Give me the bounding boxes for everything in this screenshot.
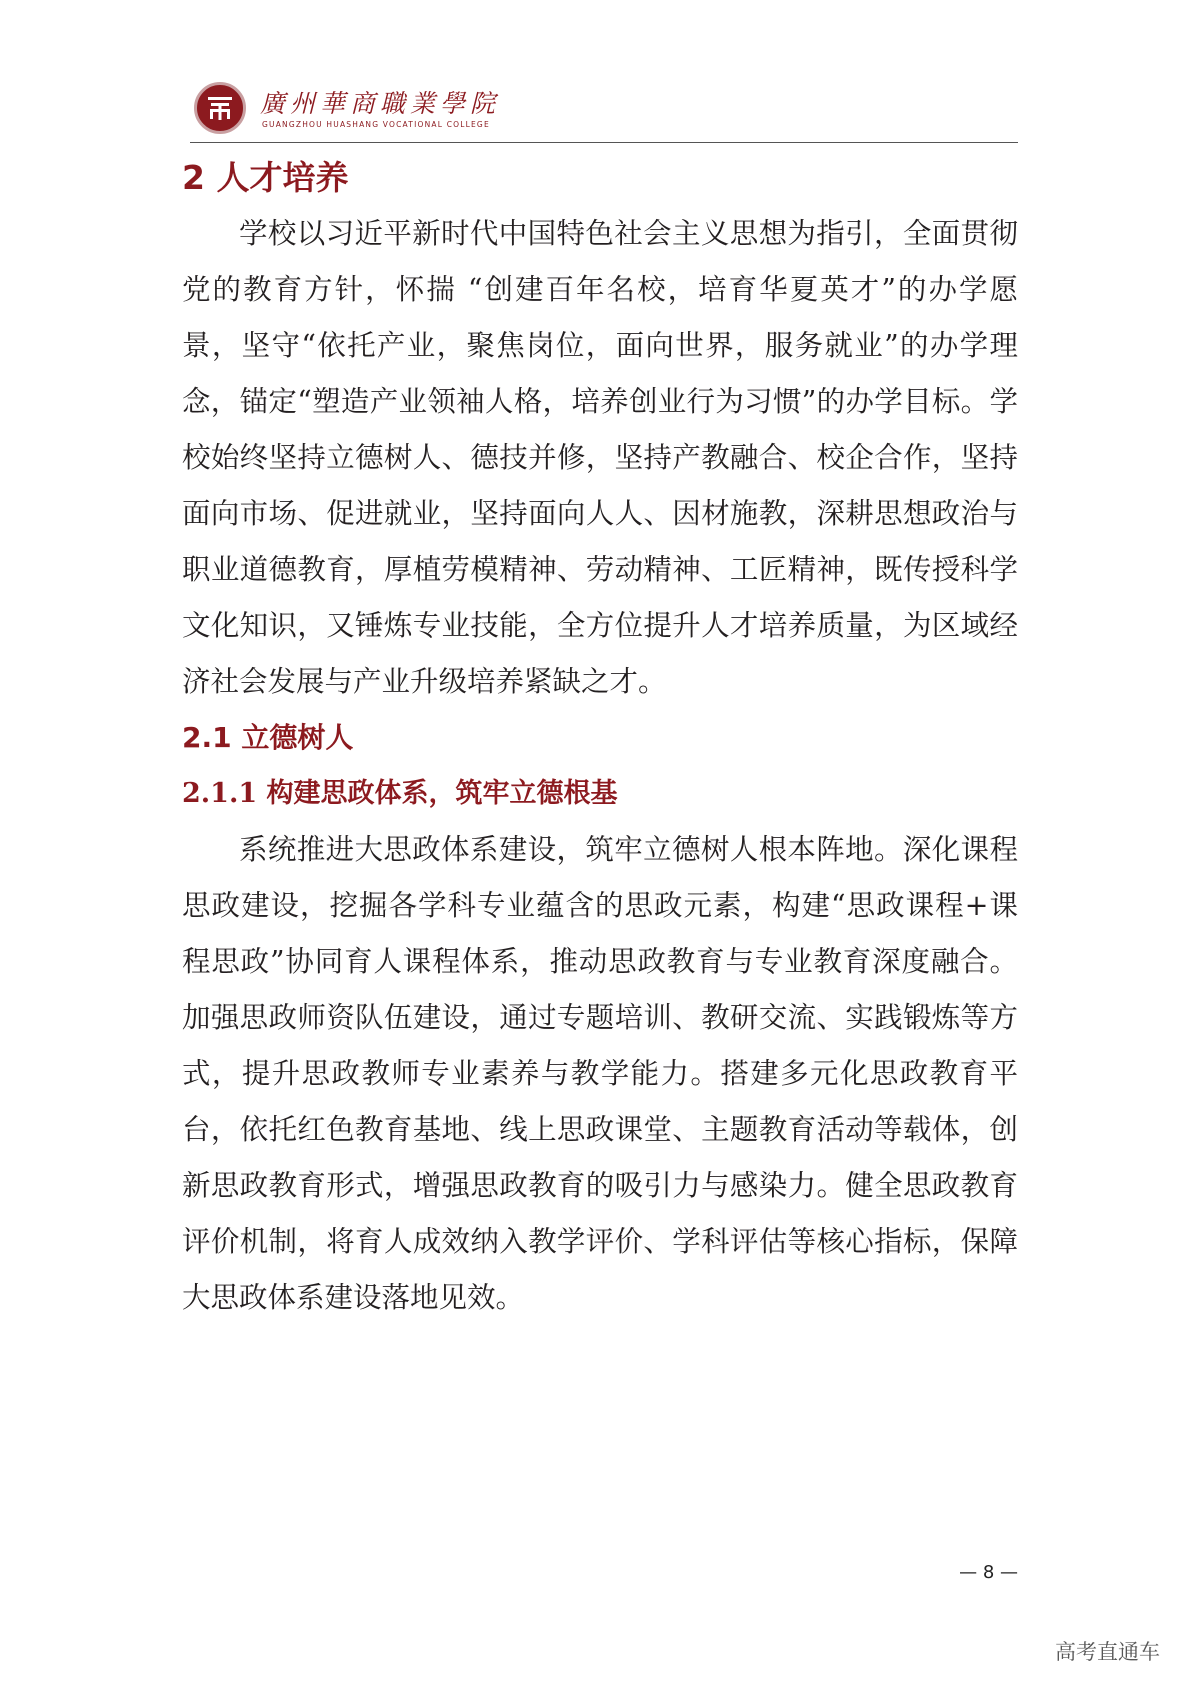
page-content	[182, 150, 1018, 1326]
header-divider	[190, 142, 1018, 143]
page-number: — 8 —	[959, 1562, 1018, 1583]
college-name-cn: 廣州華商職業學院	[260, 89, 501, 118]
intro-paragraph: 学校以习近平新时代中国特色社会主义思想为指引，全面贯彻党的教育方针，怀揣 “创建百年名校，培育华夏英才”的办学愿景，坚守“依托产业，聚焦岗位，面向世界，服务就业”的办学理念，锚定“塑造产业领袖人格，培养创业行为习惯”的办学目标。学校始终坚持立德树人、德技并修，坚持产教融合、校企合作，坚持面向市场、促进就业，坚持面向人人、因材施教，深耕思想政治与职业道德教育，厚植劳模精神、劳动精神、工匠精神，既传授科学文化知识，又锤炼专业技能，全方位提升人才培养质量，为区域经济社会发展与产业升级培养紧缺之才。	[182, 217, 1018, 698]
section-heading: 2 人才培养	[182, 158, 349, 197]
college-logo	[194, 82, 246, 134]
page-header	[190, 78, 1018, 144]
subsection-heading: 2.1 立德树人	[182, 721, 354, 754]
college-emblem-icon	[205, 93, 235, 123]
subsubsection-heading: 2.1.1 构建思政体系，筑牢立德根基	[182, 778, 618, 809]
college-name-en: GUANGZHOU HUASHANG VOCATIONAL COLLEGE	[262, 120, 490, 129]
body-paragraph: 系统推进大思政体系建设，筑牢立德树人根本阵地。深化课程思政建设，挖掘各学科专业蕴含的思政元素，构建“思政课程+课程思政”协同育人课程体系，推动思政教育与专业教育深度融合。加强思政师资队伍建设，通过专题培训、教研交流、实践锻炼等方式，提升思政教师专业素养与教学能力。搭建多元化思政教育平台，依托红色教育基地、线上思政课堂、主题教育活动等载体，创新思政教育形式，增强思政教育的吸引力与感染力。健全思政教育评价机制，将育人成效纳入教学评价、学科评估等核心指标，保障大思政体系建设落地见效。	[182, 833, 1018, 1314]
watermark: 高考直通车	[1055, 1640, 1160, 1664]
